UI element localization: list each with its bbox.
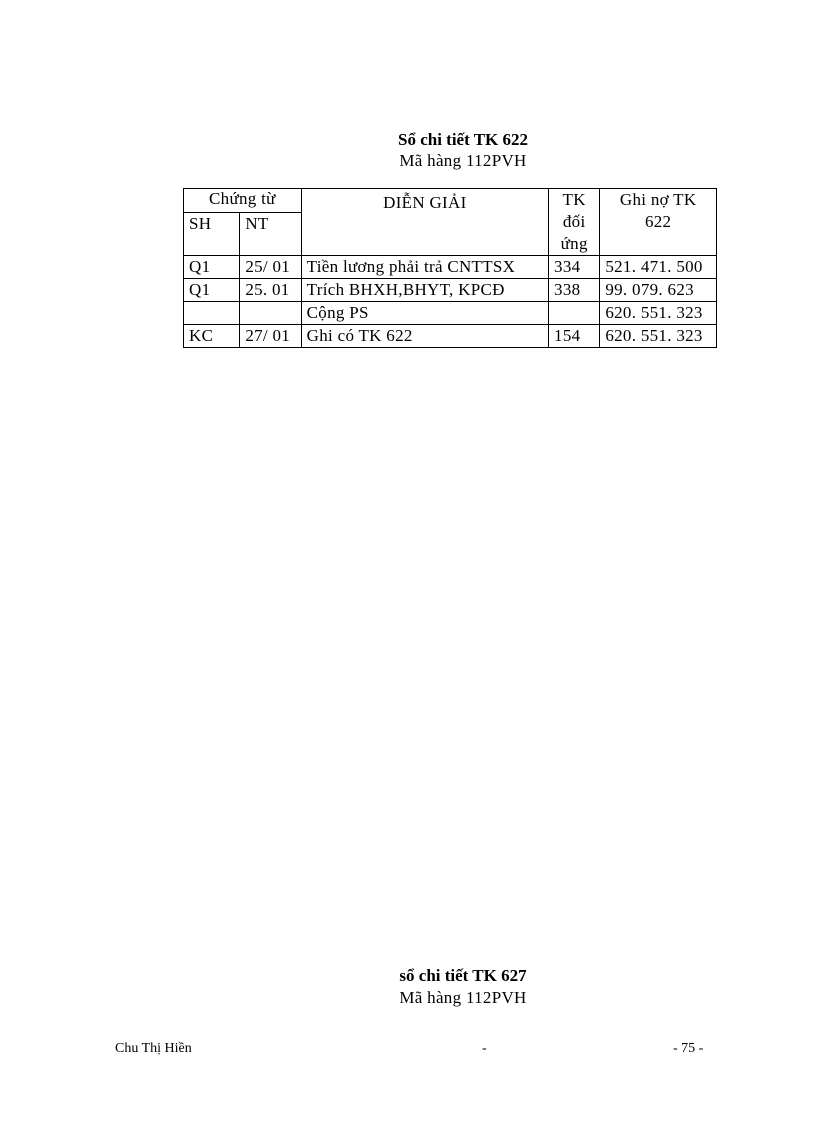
table-row xyxy=(184,279,717,302)
ledger-title-tk627: sổ chi tiết TK 627 xyxy=(399,966,527,985)
cell-sh xyxy=(184,302,240,325)
cell-nt xyxy=(240,302,301,325)
cell-nt: 25. 01 xyxy=(240,279,301,302)
table-header-row xyxy=(184,189,717,213)
cell-sh: KC xyxy=(184,325,240,348)
cell-description: Cộng PS xyxy=(301,302,548,325)
header-voucher-group: Chứng từ xyxy=(184,189,302,213)
cell-sh: Q1 xyxy=(184,256,240,279)
header-debit: Ghi nợ TK 622 xyxy=(600,189,717,256)
cell-debit: 620. 551. 323 xyxy=(600,325,717,348)
cell-tk: 334 xyxy=(549,256,600,279)
table-row xyxy=(184,325,717,348)
cell-description: Ghi có TK 622 xyxy=(301,325,548,348)
cell-tk: 154 xyxy=(549,325,600,348)
header-tk-doi-ung: TK đối ứng xyxy=(549,189,600,256)
cell-description: Trích BHXH,BHYT, KPCĐ xyxy=(301,279,548,302)
cell-debit: 620. 551. 323 xyxy=(600,302,717,325)
footer-separator: - xyxy=(482,1041,487,1056)
ledger-table-tk622 xyxy=(183,188,717,348)
footer-author: Chu Thị Hiền xyxy=(115,1041,192,1056)
cell-debit: 99. 079. 623 xyxy=(600,279,717,302)
header-nt: NT xyxy=(240,213,301,256)
table-row xyxy=(184,256,717,279)
cell-sh: Q1 xyxy=(184,279,240,302)
cell-debit: 521. 471. 500 xyxy=(600,256,717,279)
ledger-title-tk622: Sổ chi tiết TK 622 xyxy=(397,130,529,149)
cell-nt: 25/ 01 xyxy=(240,256,301,279)
ledger-subtitle-tk627: Mã hàng 112PVH xyxy=(399,988,527,1007)
table-row xyxy=(184,302,717,325)
footer-page-number: - 75 - xyxy=(673,1041,704,1056)
ledger-subtitle-tk622: Mã hàng 112PVH xyxy=(399,151,527,170)
cell-nt: 27/ 01 xyxy=(240,325,301,348)
cell-description: Tiền lương phải trả CNTTSX xyxy=(301,256,548,279)
cell-tk: 338 xyxy=(549,279,600,302)
cell-tk xyxy=(549,302,600,325)
header-description: DIỄN GIẢI xyxy=(301,189,548,256)
header-sh: SH xyxy=(184,213,240,256)
